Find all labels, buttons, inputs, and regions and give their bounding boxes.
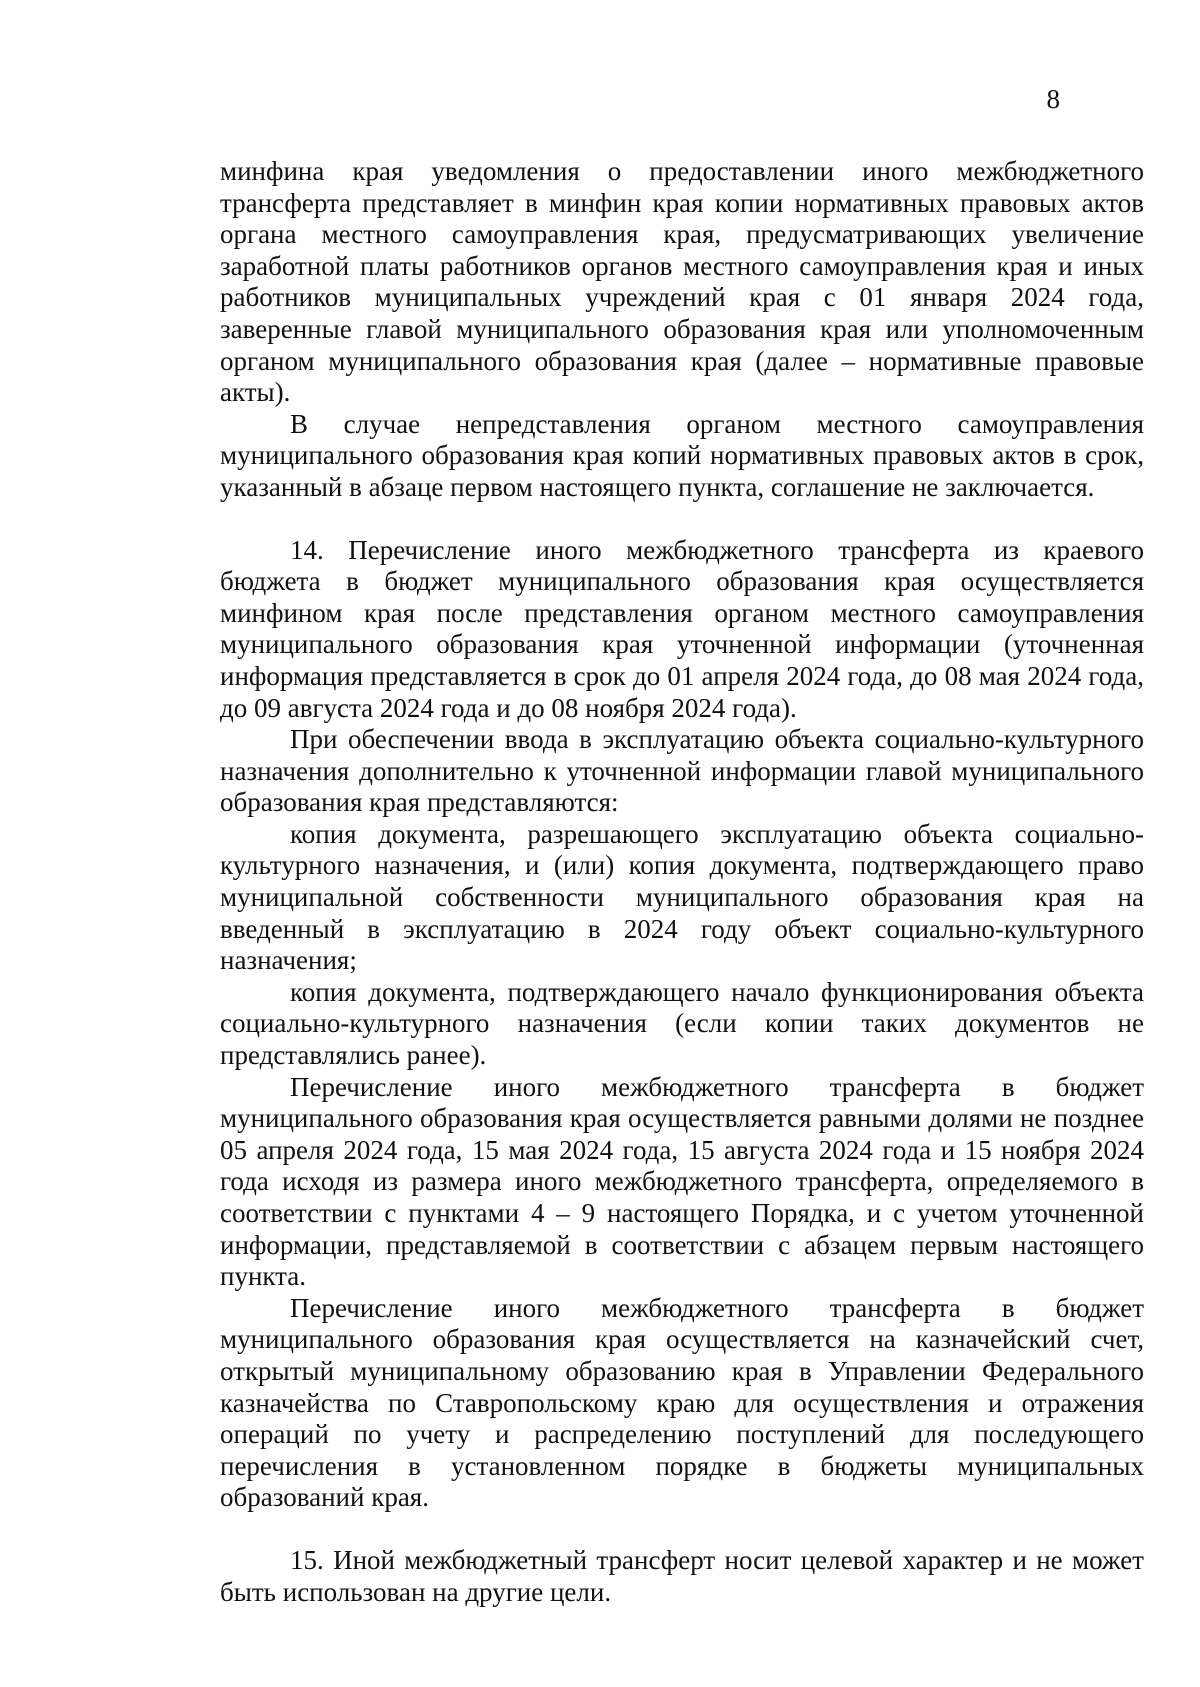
page-number: 8 — [1046, 84, 1060, 114]
paragraph-operation-start-copy: копия документа, подтверждающего начало функционирования объекта социально-культурного назначения (если копии таких документов не представлялись ранее). — [220, 976, 1144, 1071]
paragraph-transfer-schedule: Перечисление иного межбюджетного трансферта в бюджет муниципального образования края осуществляется равными долями не позднее 05 апреля 2024 года, 15 мая 2024 года, 15 августа 2024 года и 15 ноября 2024 года исходя из размера иного межбюджетного трансферта, определяемого в соответствии с пунктами 4 – 9 настоящего Порядка, и с учетом уточненной информации, представляемой в соответствии с абзацем первым настоящего пункта. — [220, 1071, 1144, 1292]
paragraph-non-submission: В случае непредставления органом местного самоуправления муниципального образования края копий нормативных правовых актов в срок, указанный в абзаце первом настоящего пункта, соглашение не заключается. — [220, 408, 1144, 502]
paragraph-commissioning: При обеспечении ввода в эксплуатацию объекта социально-культурного назначения дополнительно к уточненной информации главой муниципального образования края представляются: — [220, 724, 1144, 818]
paragraph-item-15: 15. Иной межбюджетный трансферт носит целевой характер и не может быть использован на другие цели. — [220, 1544, 1144, 1607]
paragraph-treasury-account: Перечисление иного межбюджетного трансферта в бюджет муниципального образования края осуществляется на казначейский счет, открытый муниципальному образованию края в Управлении Федерального казначейства по Ставропольскому краю для осуществления и отражения операций по учету и распределению поступлений для последующего перечисления в установленном порядке в бюджеты муниципальных образований края. — [220, 1292, 1144, 1513]
paragraph-continuation: минфина края уведомления о предоставлении иного межбюджетного трансферта представляет в минфин края копии нормативных правовых актов органа местного самоуправления края, предусматривающих увеличение заработной платы работников органов местного самоуправления края и иных работников муниципальных учреждений края с 01 января 2024 года, заверенные главой муниципального образования края или уполномоченным органом муниципального образования края (далее – нормативные правовые акты). — [220, 156, 1144, 408]
paragraph-permit-copy: копия документа, разрешающего эксплуатацию объекта социально-культурного назначения, и (или) копия документа, подтверждающего право муниципальной собственности муниципального образования края на введенный в эксплуатацию в 2024 году объект социально-культурного назначения; — [220, 818, 1144, 976]
paragraph-item-14: 14. Перечисление иного межбюджетного трансферта из краевого бюджета в бюджет муниципального образования края осуществляется минфином края после представления органом местного самоуправления муниципального образования края уточненной информации (уточненная информация представляется в срок до 01 апреля 2024 года, до 08 мая 2024 года, до 09 августа 2024 года и до 08 ноября 2024 года). — [220, 534, 1144, 723]
document-body — [220, 156, 1144, 1608]
